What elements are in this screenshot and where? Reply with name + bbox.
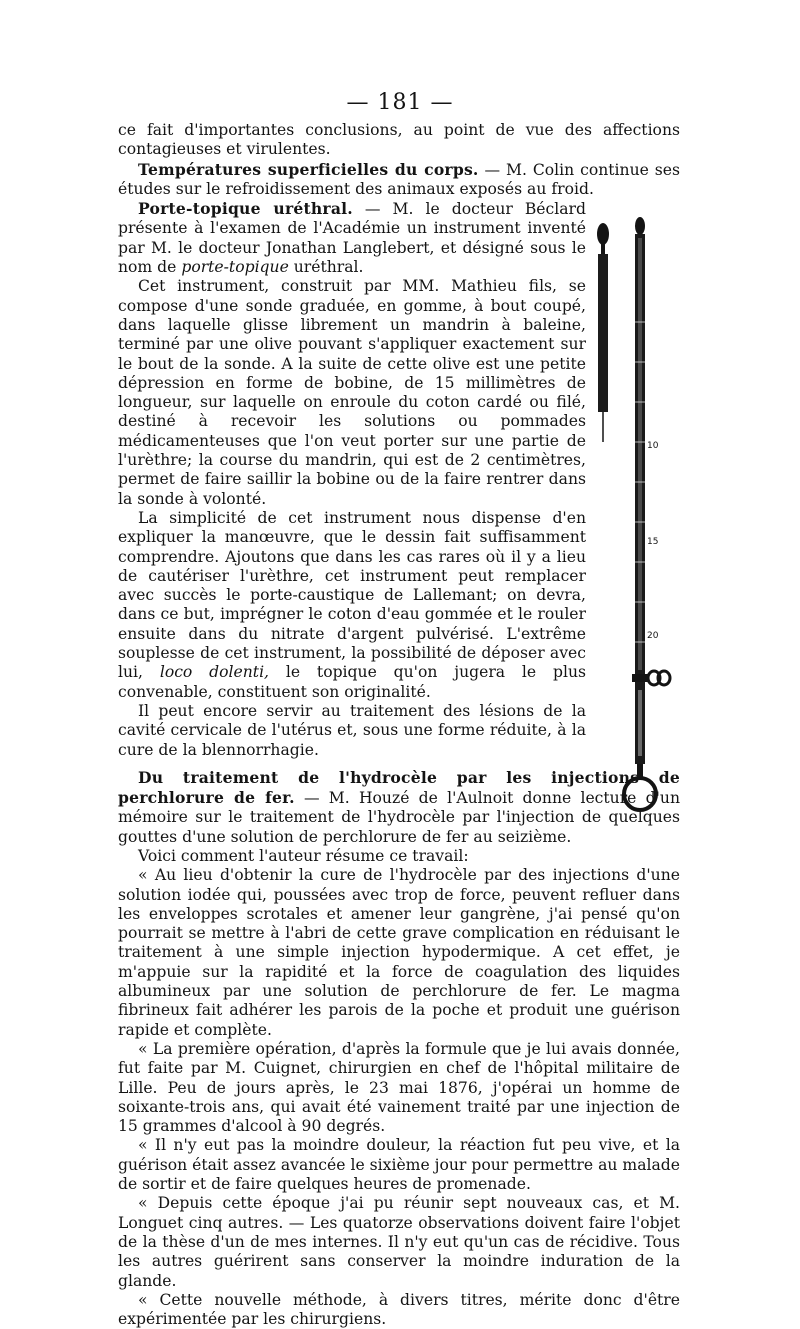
body-text [118,121,680,1329]
paragraph-quote-1: « Au lieu d'obtenir la cure de l'hydrocèle par des injections d'une solution iodée qui, poussées avec trop de force, peuvent refluer dans les enveloppes scrotales et amener leur gangrène, j'ai pensé qu'on pourrait se mettre à l'abri de cette grave complication en réduisant le traitement à une simple injection hypodermique. A cet effet, je m'appuie sur la rapidité et la force de coagulation des liquides albumineux par une solution de perchlorure de fer. Le magma fibrineux fait adhérer les parois de la poche et produit une guérison rapide et complète. [118,866,680,1039]
heading-porte-topique: Porte-topique uréthral. [138,199,353,219]
paragraph-hydrocele-text: — M. Houzé de l'Aulnoit donne lecture d'un mémoire sur le traitement de l'hydrocèle par l'injection de quelques gouttes d'une solution de perchlorure de fer au seizième. [118,789,680,846]
paragraph-simplicite-b: le topique qu'on jugera le plus convenable, constituent son originalité. [118,663,586,701]
paragraph-simplicite-a: La simplicité de cet instrument nous dispense d'en expliquer la manœuvre, que le dessin fait suffisamment comprendre. Ajoutons que dans les cas rares où il y a lieu de cautériser l'urèthre, cet instrument peut remplacer avec succès le porte-caustique de Lallemant; on devra, dans ce but, imprégner le coton d'eau gommée et le rouler ensuite dans du nitrate d'argent pulvérisé. L'extrême souplesse de cet instrument, la possibilité de déposer avec lui, [118,508,586,682]
scale-label-15: 15 [647,537,659,547]
page-number: — 181 — [346,90,454,115]
paragraph-hydrocele [118,768,680,847]
paragraph-quote-5: « Cette nouvelle méthode, à divers titres, mérite donc d'être expérimentée par les chirurgiens. [118,1290,680,1329]
paragraph-temperatures [118,160,680,200]
paragraph-resume: Voici comment l'auteur résume ce travail: [138,846,469,865]
paragraph-instrument: Cet instrument, construit par MM. Mathieu fils, se compose d'une sonde graduée, en gomme, à bout coupé, dans laquelle glisse librement un mandrin à baleine, terminé par une olive pouvant s'appliquer exactement sur le bout de la sonde. A la suite de cette olive est une petite dépression en forme de bobine, de 15 millimètres de longueur, sur laquelle on enroule du coton cardé ou filé, destiné à recevoir les solutions ou pommades médicamenteuses que l'on veut porter sur une partie de l'urèthre; la course du mandrin, qui est de 2 centimètres, permet de faire saillir la bobine ou de la faire rentrer dans la sonde à volonté. [118,277,586,508]
italic-loco-dolenti: loco dolenti, [159,663,270,682]
paragraph-quote-2: « La première opération, d'après la formule que je lui avais donnée, fut faite par M. Cuignet, chirurgien en chef de l'hôpital militaire de Lille. Peu de jours après, le 23 mai 1876, j'opérai un homme de soixante-trois ans, qui avait été vainement traité par une injection de 15 grammes d'alcool à 90 degrés. [118,1039,680,1136]
italic-porte-topique: porte-topique [181,258,289,277]
paragraph-porte-topique-end: uréthral. [288,258,364,277]
paragraph-continuation: ce fait d'importantes conclusions, au point de vue des affections contagieuses et virulentes. [118,121,680,159]
paragraph-quote-3: « Il n'y eut pas la moindre douleur, la réaction fut peu vive, et la guérison était assez avancée le sixième jour pour permettre au malade de sortir et de faire quelques heures de promenade. [118,1136,680,1194]
scale-label-20: 20 [647,631,659,641]
paragraph-porte-topique-text: — M. le docteur Béclard présente à l'examen de l'Académie un instrument inventé par M. le docteur Jonathan Langlebert, et désigné sous le nom de [118,200,586,277]
figure-space [590,199,680,747]
heading-hydrocele: Du traitement de l'hydrocèle par les injections de perchlorure de fer. [118,767,680,808]
heading-temperatures: Températures superficielles du corps. [138,159,479,179]
paragraph-quote-4: « Depuis cette époque j'ai pu réunir sept nouveaux cas, et M. Longuet cinq autres. — Les quatorze observations doivent faire l'objet de la thèse d'un de mes internes. Il n'y eut qu'un cas de récidive. Tous les autres guérirent sans conserver la moindre induration de la glande. [118,1194,680,1290]
paragraph-temperatures-text: — M. Colin continue ses études sur le refroidissement des animaux exposés au froid. [118,160,680,198]
scale-label-10: 10 [647,441,659,451]
paragraph-uterus: Il peut encore servir au traitement des lésions de la cavité cervicale de l'utérus et, sous une forme réduite, à la cure de la blennorrhagie. [118,701,586,759]
